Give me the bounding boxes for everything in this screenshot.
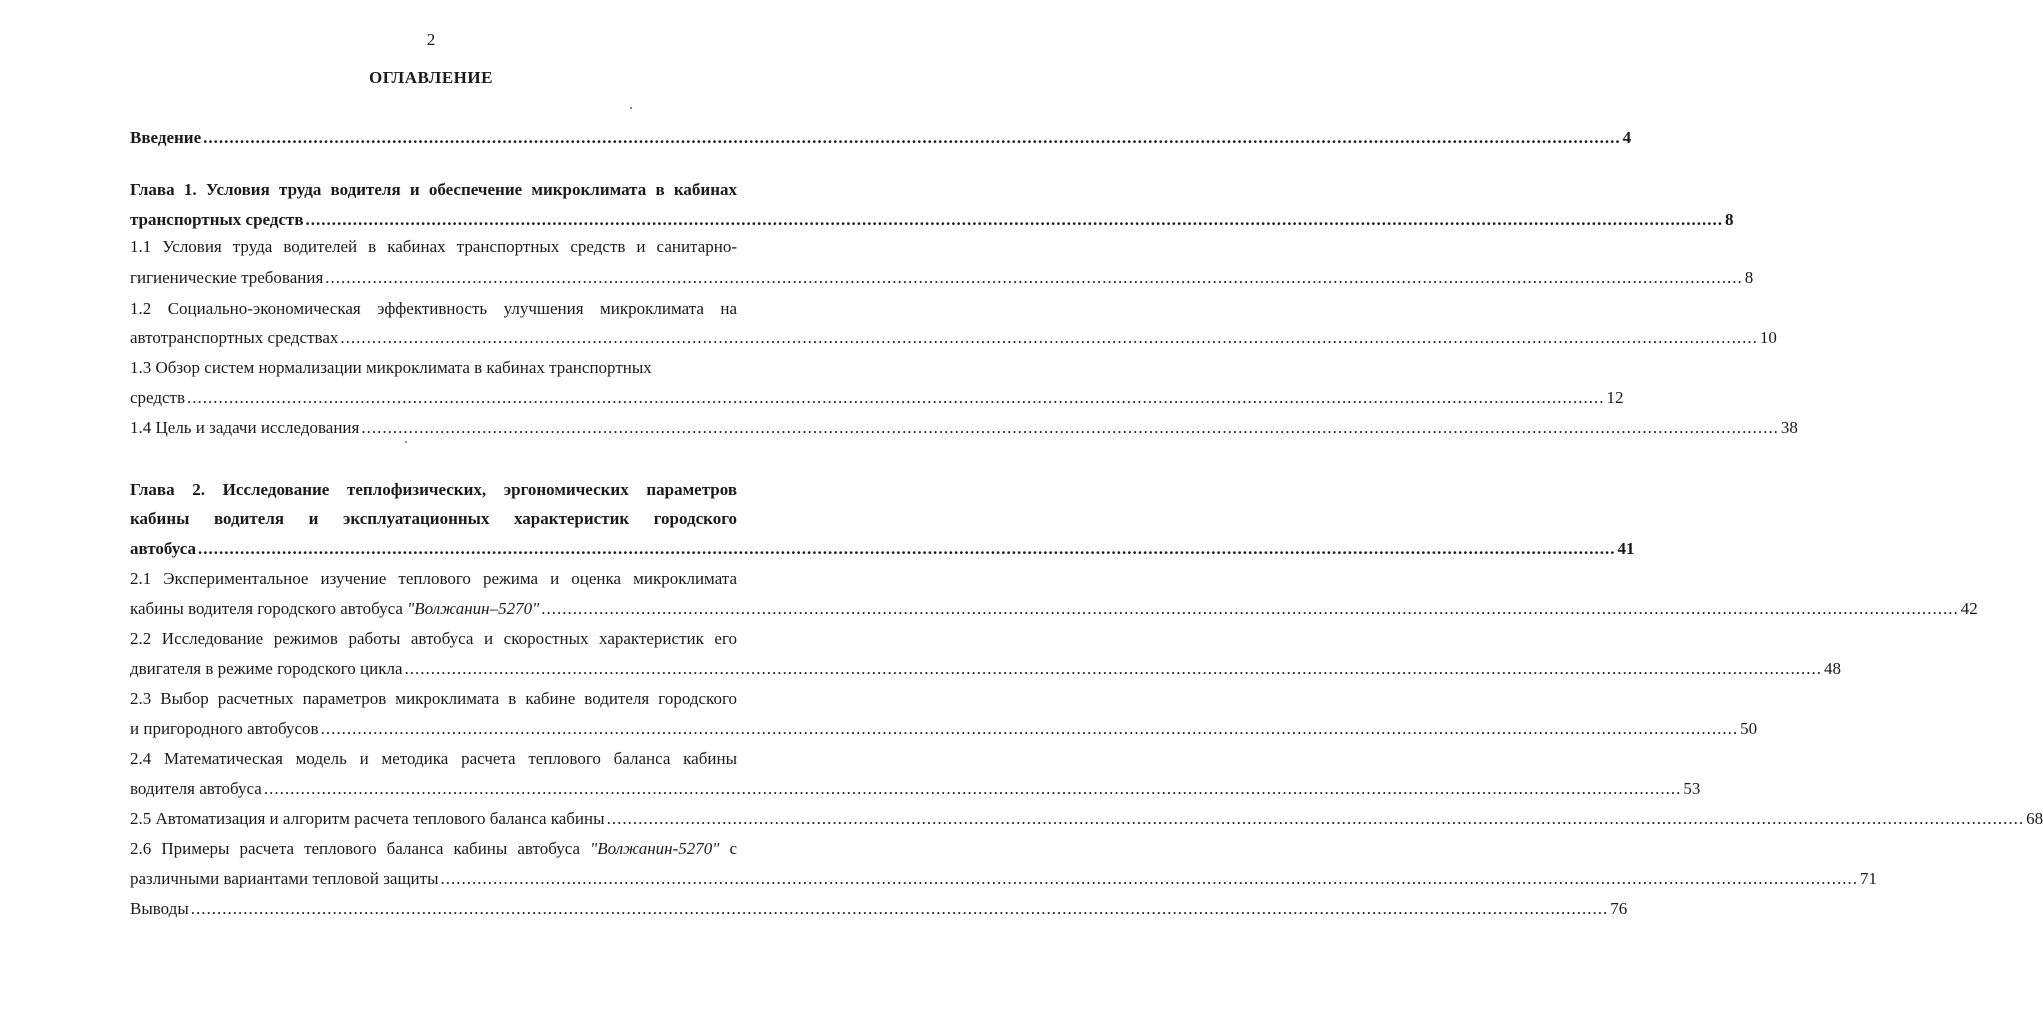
toc-entry-2-1[interactable]: 2.1 Экспериментальное изучение теплового режима и оценка микроклимата — [130, 569, 737, 588]
toc-entry-2-1-cont[interactable]: кабины водителя городского автобуса "Волжанин–5270" .............................................................................................................................................................................................................................................................................. 42 — [130, 597, 737, 621]
toc-page-number: 68 — [2026, 809, 2043, 828]
toc-entry-1-1[interactable]: 1.1 Условия труда водителей в кабинах транспортных средств и санитарно- — [130, 237, 737, 256]
dot-leader: .............................................................................................................................................................................................................................................................................. — [320, 719, 1739, 738]
toc-entry-1-2-cont[interactable]: автотранспортных средствах .............................................................................................................................................................................................................................................................................. 10 — [130, 326, 737, 350]
toc-entry-chapter-1-cont[interactable]: транспортных средств .............................................................................................................................................................................................................................................................................. 8 — [130, 208, 737, 232]
dot-leader: .............................................................................................................................................................................................................................................................................. — [340, 328, 1758, 347]
toc-page-number: 71 — [1860, 869, 1878, 888]
dot-leader: .............................................................................................................................................................................................................................................................................. — [404, 659, 1823, 678]
toc-entry-conclusions[interactable]: Выводы .............................................................................................................................................................................................................................................................................. 76 — [130, 897, 737, 921]
toc-page-number: 12 — [1606, 388, 1624, 407]
toc-page-number: 53 — [1683, 779, 1701, 798]
toc-page-number: 38 — [1780, 418, 1798, 437]
dot-leader: .............................................................................................................................................................................................................................................................................. — [187, 388, 1605, 407]
dot-leader: .............................................................................................................................................................................................................................................................................. — [541, 599, 1959, 618]
toc-page-number: 42 — [1960, 599, 1978, 618]
toc-page-number: 41 — [1617, 539, 1635, 558]
bus-model-name: "Волжанин-5270" — [590, 839, 720, 858]
toc-page-number: 50 — [1740, 719, 1758, 738]
dot-leader: .............................................................................................................................................................................................................................................................................. — [325, 268, 1743, 287]
toc-entry-2-4-cont[interactable]: водителя автобуса .............................................................................................................................................................................................................................................................................. 53 — [130, 777, 737, 801]
toc-entry-chapter-2[interactable]: Глава 2. Исследование теплофизических, эргономических параметров — [130, 480, 737, 499]
toc-entry-1-3[interactable]: 1.3 Обзор систем нормализации микроклимата в кабинах транспортных — [130, 358, 652, 377]
dot-leader: .............................................................................................................................................................................................................................................................................. — [197, 539, 1616, 558]
toc-page-number: 4 — [1622, 128, 1632, 147]
dot-leader: .............................................................................................................................................................................................................................................................................. — [190, 899, 1609, 918]
toc-entry-chapter-2-cont[interactable]: кабины водителя и эксплуатационных характеристик городского — [130, 509, 737, 528]
toc-entry-chapter-1[interactable]: Глава 1. Условия труда водителя и обеспечение микроклимата в кабинах — [130, 180, 737, 199]
toc-entry-1-4[interactable]: 1.4 Цель и задачи исследования .............................................................................................................................................................................................................................................................................. 38 — [130, 416, 737, 440]
toc-page-number: 76 — [1610, 899, 1628, 918]
toc-page-number: 8 — [1744, 268, 1754, 287]
page-number: 2 — [426, 30, 436, 49]
toc-entry-2-6[interactable]: 2.6 Примеры расчета теплового баланса кабины автобуса "Волжанин-5270" с — [130, 839, 738, 858]
toc-page-number: 48 — [1824, 659, 1842, 678]
dot-leader: .............................................................................................................................................................................................................................................................................. — [203, 128, 1621, 147]
toc-entry-2-2-cont[interactable]: двигателя в режиме городского цикла .............................................................................................................................................................................................................................................................................. 48 — [130, 657, 737, 681]
toc-entry-2-5[interactable]: 2.5 Автоматизация и алгоритм расчета теплового баланса кабины .............................................................................................................................................................................................................................................................................. 68 — [130, 807, 737, 831]
toc-entry-2-3[interactable]: 2.3 Выбор расчетных параметров микроклимата в кабине водителя городского — [130, 689, 737, 708]
scan-speck — [405, 441, 407, 443]
page-title: ОГЛАВЛЕНИЕ — [369, 68, 493, 87]
dot-leader: .............................................................................................................................................................................................................................................................................. — [606, 809, 2025, 828]
toc-entry-1-1-cont[interactable]: гигиенические требования .............................................................................................................................................................................................................................................................................. 8 — [130, 266, 737, 290]
toc-entry-2-4[interactable]: 2.4 Математическая модель и методика расчета теплового баланса кабины — [130, 749, 737, 768]
dot-leader: .............................................................................................................................................................................................................................................................................. — [263, 779, 1682, 798]
toc-entry-2-2[interactable]: 2.2 Исследование режимов работы автобуса и скоростных характеристик его — [130, 629, 737, 648]
toc-page-number: 10 — [1759, 328, 1777, 347]
dot-leader: .............................................................................................................................................................................................................................................................................. — [440, 869, 1859, 888]
toc-entry-1-2[interactable]: 1.2 Социально-экономическая эффективность улучшения микроклимата на — [130, 299, 737, 318]
bus-model-name: "Волжанин–5270" — [407, 599, 540, 618]
dot-leader: .............................................................................................................................................................................................................................................................................. — [361, 418, 1779, 437]
toc-entry-2-3-cont[interactable]: и пригородного автобусов .............................................................................................................................................................................................................................................................................. 50 — [130, 717, 737, 741]
toc-entry-intro[interactable]: Введение .............................................................................................................................................................................................................................................................................. 4 — [130, 126, 737, 150]
toc-entry-2-6-cont[interactable]: различными вариантами тепловой защиты .............................................................................................................................................................................................................................................................................. 71 — [130, 867, 737, 891]
toc-entry-chapter-2-cont2[interactable]: автобуса .............................................................................................................................................................................................................................................................................. 41 — [130, 537, 737, 561]
scan-speck — [630, 107, 632, 109]
dot-leader: .............................................................................................................................................................................................................................................................................. — [305, 210, 1724, 229]
toc-entry-1-3-cont[interactable]: средств .............................................................................................................................................................................................................................................................................. 12 — [130, 386, 737, 410]
toc-page-number: 8 — [1725, 210, 1734, 229]
